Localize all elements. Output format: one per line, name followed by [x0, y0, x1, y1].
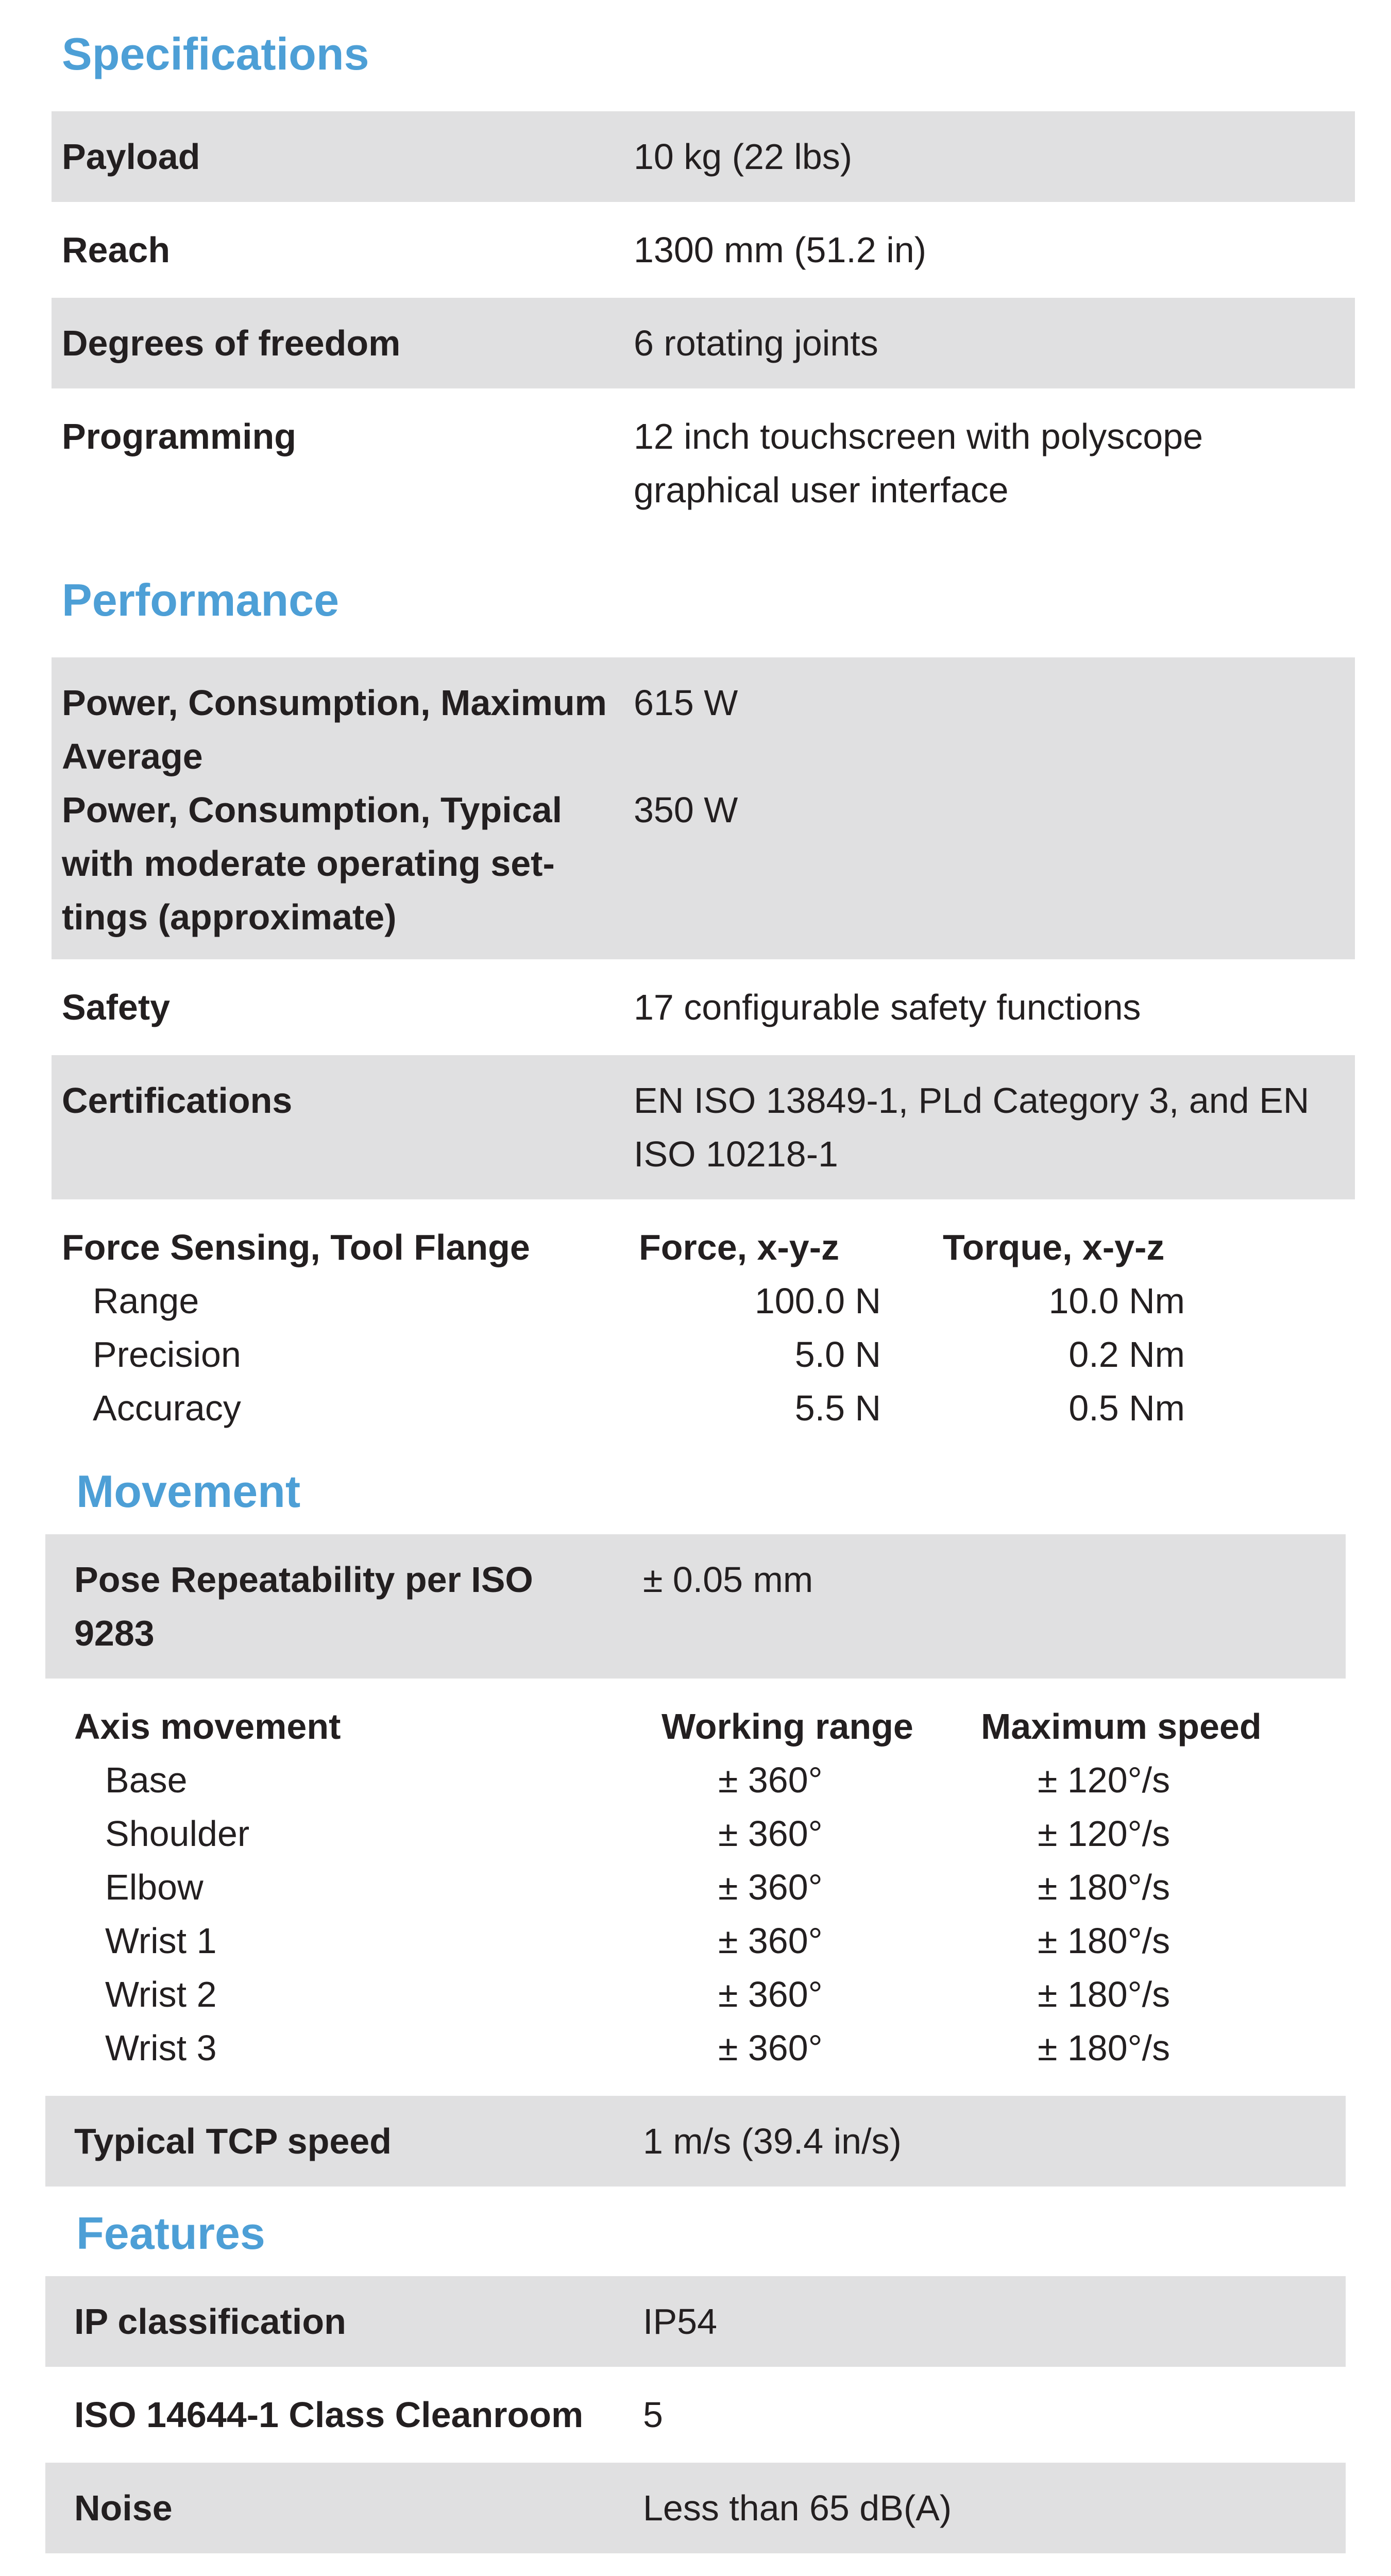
maximum-speed-value: ± 180°/s — [1038, 1921, 1171, 1961]
power-typical-block — [62, 783, 1345, 944]
torque-value: 10.0 Nm — [1048, 1281, 1185, 1321]
axis-movement-label: Axis movement — [74, 1706, 341, 1747]
feat-row-cleanroom — [45, 2369, 1346, 2463]
feat-row-robot-mounting — [45, 2556, 1346, 2576]
perf-force-sensing-table — [52, 1202, 1355, 1456]
row-label: Pose Repeatability per ISO 9283 — [74, 1560, 533, 1653]
spec-row-programming — [52, 391, 1355, 538]
spec-row-degrees-of-freedom — [52, 298, 1355, 391]
force-value: 100.0 N — [754, 1281, 881, 1321]
working-range-value: ± 360° — [718, 1814, 823, 1854]
row-value: 12 inch touchscreen with polyscope graphical user interface — [634, 416, 1203, 510]
row-label: Certifications — [62, 1080, 293, 1121]
features-heading: Features — [76, 2208, 265, 2259]
working-range-value: ± 360° — [718, 1867, 823, 1907]
row-value: ± 0.05 mm — [643, 1560, 813, 1600]
move-row-tcp-speed — [45, 2096, 1346, 2189]
movement-rows — [45, 1534, 1346, 2189]
torque-value: 0.2 Nm — [1068, 1334, 1185, 1375]
torque-value: 0.5 Nm — [1068, 1388, 1185, 1428]
spec-row-reach — [52, 205, 1355, 298]
row-value: IP54 — [643, 2301, 717, 2342]
joint-name: Shoulder — [105, 1814, 250, 1854]
performance-heading: Performance — [62, 574, 340, 625]
table-header-row — [74, 1700, 1335, 1753]
force-value: 5.0 N — [794, 1334, 881, 1375]
specifications-rows — [52, 111, 1355, 538]
row-label: Power, Consumption, Typical with moderate operating set-tings (approximate) — [62, 790, 563, 937]
row-name: Precision — [93, 1334, 241, 1375]
power-max-block — [62, 676, 1345, 783]
joint-name: Wrist 1 — [105, 1921, 217, 1961]
force-column-header: Force, x-y-z — [639, 1227, 839, 1267]
row-label: Programming — [62, 416, 297, 456]
row-label: Degrees of freedom — [62, 323, 401, 363]
perf-row-safety — [52, 962, 1355, 1055]
maximum-speed-value: ± 180°/s — [1038, 1974, 1171, 2014]
table-row — [74, 1968, 1335, 2021]
features-rows — [45, 2276, 1346, 2576]
row-value: 5 — [643, 2395, 663, 2435]
working-range-value: ± 360° — [718, 1921, 823, 1961]
force-value: 5.5 N — [794, 1388, 881, 1428]
joint-name: Base — [105, 1760, 188, 1800]
perf-row-power — [52, 657, 1355, 962]
row-label: IP classification — [74, 2301, 346, 2342]
working-range-header: Working range — [661, 1706, 913, 1747]
row-name: Accuracy — [93, 1388, 241, 1428]
row-value: Less than 65 dB(A) — [643, 2488, 952, 2528]
row-name: Range — [93, 1281, 199, 1321]
row-value: EN ISO 13849-1, PLd Category 3, and EN ISO 10218-1 — [634, 1080, 1310, 1174]
row-label: Noise — [74, 2488, 173, 2528]
spec-row-payload — [52, 111, 1355, 205]
move-row-pose-repeatability — [45, 1534, 1346, 1681]
performance-rows — [52, 657, 1355, 1456]
row-label: Power, Consumption, Maximum Average — [62, 683, 607, 776]
maximum-speed-value: ± 120°/s — [1038, 1814, 1171, 1854]
table-header-row — [62, 1221, 1345, 1274]
table-row — [74, 1753, 1335, 1807]
feat-row-ip-classification — [45, 2276, 1346, 2369]
table-row — [62, 1274, 1345, 1328]
specifications-heading: Specifications — [62, 28, 369, 79]
row-label: Typical TCP speed — [74, 2121, 392, 2161]
row-value: 6 rotating joints — [634, 323, 878, 363]
row-label: Safety — [62, 987, 171, 1027]
move-axis-table — [45, 1681, 1346, 2096]
table-row — [74, 2021, 1335, 2075]
row-value: 350 W — [634, 790, 738, 830]
working-range-value: ± 360° — [718, 1974, 823, 2014]
table-row — [62, 1381, 1345, 1435]
row-value: 10 kg (22 lbs) — [634, 137, 853, 177]
perf-row-certifications — [52, 1055, 1355, 1202]
movement-heading: Movement — [76, 1466, 301, 1517]
table-row — [74, 1860, 1335, 1914]
working-range-value: ± 360° — [718, 1760, 823, 1800]
row-value: 1300 mm (51.2 in) — [634, 230, 927, 270]
joint-name: Elbow — [105, 1867, 203, 1907]
maximum-speed-value: ± 180°/s — [1038, 1867, 1171, 1907]
row-label: Reach — [62, 230, 171, 270]
torque-column-header: Torque, x-y-z — [943, 1227, 1165, 1267]
row-value: 1 m/s (39.4 in/s) — [643, 2121, 902, 2161]
table-row — [74, 1914, 1335, 1968]
joint-name: Wrist 3 — [105, 2028, 217, 2068]
row-value: 17 configurable safety functions — [634, 987, 1141, 1027]
table-row — [74, 1807, 1335, 1860]
maximum-speed-value: ± 120°/s — [1038, 1760, 1171, 1800]
joint-name: Wrist 2 — [105, 1974, 217, 2014]
working-range-value: ± 360° — [718, 2028, 823, 2068]
row-value: 615 W — [634, 683, 738, 723]
maximum-speed-header: Maximum speed — [981, 1706, 1262, 1747]
feat-row-noise — [45, 2463, 1346, 2556]
row-label: ISO 14644-1 Class Cleanroom — [74, 2395, 584, 2435]
row-label: Payload — [62, 137, 200, 177]
table-row — [62, 1328, 1345, 1381]
force-sensing-label: Force Sensing, Tool Flange — [62, 1227, 530, 1267]
maximum-speed-value: ± 180°/s — [1038, 2028, 1171, 2068]
